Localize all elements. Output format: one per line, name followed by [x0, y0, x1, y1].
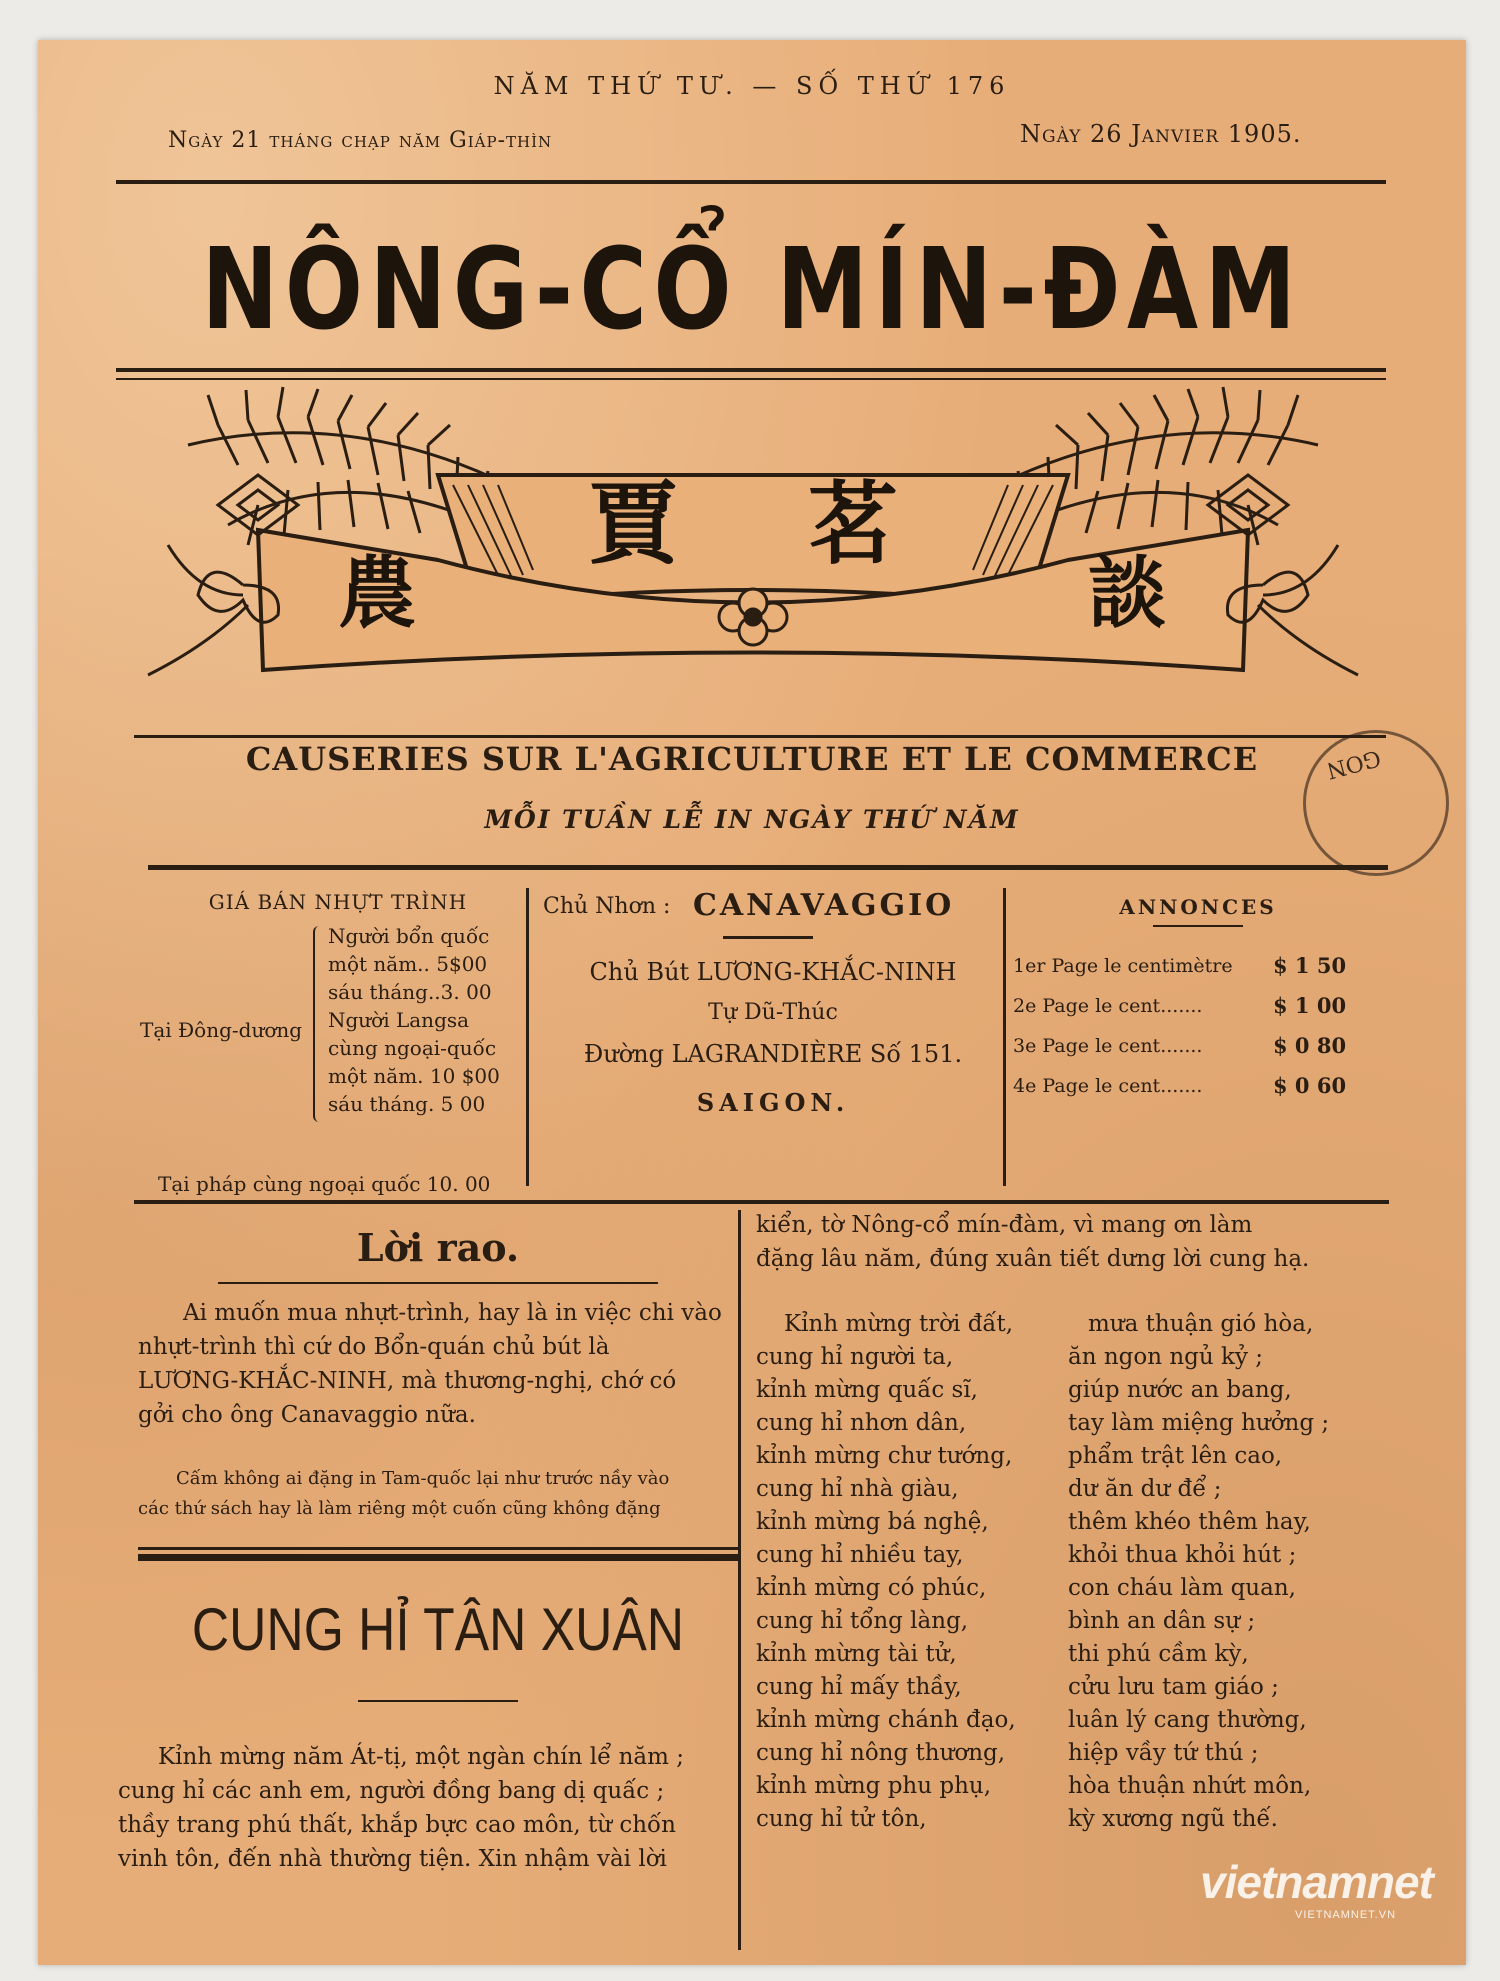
- pricing-heading: GIÁ BÁN NHỰT TRÌNH: [208, 890, 468, 914]
- poem-line: dư ăn dư để ;: [1068, 1476, 1222, 1502]
- address-line: Đường LAGRANDIÈRE Số 151.: [583, 1040, 963, 1068]
- subtitle-french: CAUSERIES SUR L'AGRICULTURE ET LE COMMERCE: [245, 740, 1259, 778]
- title-rule-thin: [116, 378, 1386, 380]
- fine-print-line: các thứ sách hay là làm riêng một cuốn cũng không đặng: [138, 1498, 661, 1519]
- article-heading-rule: [358, 1700, 518, 1702]
- poem-line: kỉnh mừng phu phụ,: [756, 1773, 992, 1799]
- intro-line: vinh tôn, đến nhà thường tiện. Xin nhậm vài lời: [118, 1846, 667, 1872]
- pricing-line: một năm.. 5$00: [328, 952, 488, 976]
- notice-rule-top: [138, 1547, 738, 1550]
- chinese-char-3: 茗: [808, 472, 898, 577]
- intro-line: cung hỉ các anh em, người đồng bang dị quấc ;: [118, 1778, 665, 1804]
- continued-line: đặng lâu năm, đúng xuân tiết dưng lời cung hạ.: [756, 1246, 1310, 1272]
- poem-line: cung hỉ nhiều tay,: [756, 1542, 964, 1568]
- newspaper-title: NÔNG-CỔ MÍN-ĐÀM: [201, 225, 1303, 355]
- pricing-line: một năm. 10 $00: [328, 1064, 500, 1088]
- poem-line: cung hỉ tử tôn,: [756, 1806, 927, 1832]
- poem-right-column: [1068, 1308, 1398, 1836]
- notice-heading: Lời rao.: [356, 1225, 520, 1270]
- banner-rule: [134, 735, 1386, 738]
- owner-rule: [723, 936, 813, 939]
- poem-line: cung hỉ người ta,: [756, 1344, 954, 1370]
- poem-line: kỉnh mừng tài tử,: [756, 1641, 957, 1667]
- info-bottom-rule: [134, 1200, 1389, 1204]
- title-rule: [116, 368, 1386, 372]
- continued-line: kiển, tờ Nông-cổ mín-đàm, vì mang ơn làm: [756, 1212, 1253, 1238]
- owner-box: [533, 888, 1043, 1188]
- annonces-rule: [1153, 925, 1243, 927]
- annonces-heading: ANNONCES: [1119, 895, 1277, 919]
- poem-line: giúp nước an bang,: [1068, 1377, 1292, 1403]
- annonces-price: $ 1 00: [1273, 993, 1347, 1018]
- owner-name: CANAVAGGIO: [693, 888, 955, 923]
- poem-line: cửu lưu tam giáo ;: [1068, 1674, 1279, 1700]
- pricing-line: Người Langsa: [328, 1008, 470, 1032]
- french-date: Ngày 26 Janvier 1905.: [1020, 120, 1302, 148]
- annonces-price: $ 0 80: [1273, 1033, 1347, 1058]
- poem-line: cung hỉ nhơn dân,: [756, 1410, 967, 1436]
- subtitle-vietnamese: MỖI TUẦN LỄ IN NGÀY THỨ NĂM: [484, 805, 1020, 834]
- annonces-price: $ 0 60: [1273, 1073, 1347, 1098]
- vietnamnet-watermark: [1200, 1855, 1460, 1925]
- top-rule: [116, 180, 1386, 184]
- watermark-url: VIETNAMNET.VN: [1295, 1909, 1397, 1921]
- article-heading: CUNG HỈ TÂN XUÂN: [191, 1596, 685, 1663]
- owner-label: Chủ Nhơn :: [543, 894, 671, 919]
- watermark-brand: vietnamnet: [1200, 1856, 1433, 1908]
- poem-line: cung hỉ nông thương,: [756, 1740, 1006, 1766]
- newspaper-page: [38, 40, 1466, 1965]
- pricing-brace: [313, 926, 325, 1122]
- city-line: SAIGON.: [696, 1088, 850, 1117]
- poem-line: cung hỉ nhà giàu,: [756, 1476, 959, 1502]
- article-col-divider: [738, 1210, 741, 1950]
- poem-line: khỏi thua khỏi hút ;: [1068, 1542, 1297, 1568]
- article-intro: [118, 1740, 768, 1876]
- col-divider-2: [1003, 888, 1006, 1186]
- poem-line: luân lý cang thường,: [1068, 1707, 1307, 1733]
- issue-line: NĂM THỨ TƯ. — SỐ THỨ 176: [493, 72, 1011, 100]
- publisher-line: Tự Dũ-Thúc: [708, 1000, 838, 1025]
- intro-line: Kỉnh mừng năm Át-tị, một ngàn chín lể năm ;: [158, 1744, 685, 1770]
- pricing-box: [138, 890, 538, 1196]
- fine-print-line: Cấm không ai đặng in Tam-quốc lại như trước nầy vào: [176, 1468, 670, 1489]
- pricing-region: Tại Đông-dương: [140, 1018, 303, 1042]
- info-top-rule: [148, 865, 1388, 870]
- pricing-line: cùng ngoại-quốc: [328, 1036, 497, 1060]
- poem-line: tay làm miệng hưởng ;: [1068, 1410, 1330, 1436]
- annonces-row: 2e Page le cent.......: [1013, 995, 1203, 1017]
- poem-line: bình an dân sự ;: [1068, 1608, 1256, 1634]
- poem-line: kỉnh mừng có phúc,: [756, 1575, 987, 1601]
- poem-line: cung hỉ mấy thầy,: [756, 1674, 962, 1700]
- poem-line: kỉnh mừng chánh đạo,: [756, 1707, 1016, 1733]
- pricing-line: Người bổn quốc: [328, 924, 490, 948]
- annonces-row: 1er Page le centimètre: [1013, 955, 1233, 977]
- notice-line: Ai muốn mua nhựt-trình, hay là in việc chi vào: [183, 1300, 722, 1326]
- article-continued: [756, 1208, 1416, 1276]
- postmark-text: GON: [1323, 744, 1384, 783]
- notice-heading-rule: [218, 1282, 658, 1284]
- lunar-date: Ngày 21 tháng chạp năm Giáp-thìn: [168, 128, 553, 153]
- chinese-char-1: 農: [338, 549, 417, 639]
- pricing-line: sáu tháng. 5 00: [328, 1092, 486, 1116]
- poem-line: thi phú cầm kỳ,: [1068, 1641, 1249, 1667]
- annonces-row: 3e Page le cent.......: [1013, 1035, 1203, 1057]
- notice-line: LƯƠNG-KHẮC-NINH, mà thương-nghị, chớ có: [138, 1368, 677, 1394]
- notice-line: gởi cho ông Canavaggio nữa.: [138, 1402, 476, 1428]
- notice-body: [138, 1296, 778, 1432]
- poem-left-column: [756, 1308, 1056, 1836]
- poem-line: con cháu làm quan,: [1068, 1575, 1296, 1601]
- poem-line: Kỉnh mừng trời đất,: [784, 1311, 1014, 1337]
- pricing-lines: [328, 922, 500, 1118]
- poem-line: thêm khéo thêm hay,: [1068, 1509, 1311, 1535]
- annonces-row: 4e Page le cent.......: [1013, 1075, 1203, 1097]
- poem-line: mưa thuận gió hòa,: [1088, 1311, 1314, 1337]
- poem-line: kỉnh mừng chư tướng,: [756, 1443, 1013, 1469]
- poem-line: cung hỉ tổng làng,: [756, 1608, 969, 1634]
- poem-line: hòa thuận nhứt môn,: [1068, 1773, 1312, 1799]
- notice-fine-print: [138, 1464, 778, 1524]
- annonces-box: [1013, 895, 1403, 1185]
- poem-line: kỉnh mừng quấc sĩ,: [756, 1377, 978, 1403]
- poem-line: ăn ngon ngủ kỷ ;: [1068, 1344, 1263, 1370]
- editor-line: Chủ Bút LƯƠNG-KHẮC-NINH: [589, 958, 957, 986]
- chinese-char-2: 賈: [588, 472, 678, 577]
- intro-line: thầy trang phú thất, khắp bực cao môn, từ chốn: [118, 1812, 676, 1838]
- banner-illustration: [108, 385, 1398, 715]
- poem-line: phẩm trật lên cao,: [1068, 1443, 1283, 1469]
- poem-line: kỉnh mừng bá nghệ,: [756, 1509, 989, 1535]
- notice-rule-thick: [138, 1554, 738, 1561]
- poem-line: kỳ xương ngũ thế.: [1068, 1806, 1278, 1832]
- chinese-char-4: 談: [1088, 549, 1167, 639]
- pricing-line: sáu tháng..3. 00: [328, 980, 492, 1004]
- col-divider-1: [526, 888, 529, 1186]
- annonces-price: $ 1 50: [1273, 953, 1347, 978]
- poem-line: hiệp vầy tứ thú ;: [1068, 1740, 1259, 1766]
- pricing-footer: Tại pháp cùng ngoại quốc 10. 00: [158, 1172, 491, 1196]
- notice-line: nhựt-trình thì cứ do Bổn-quán chủ bút là: [138, 1334, 610, 1360]
